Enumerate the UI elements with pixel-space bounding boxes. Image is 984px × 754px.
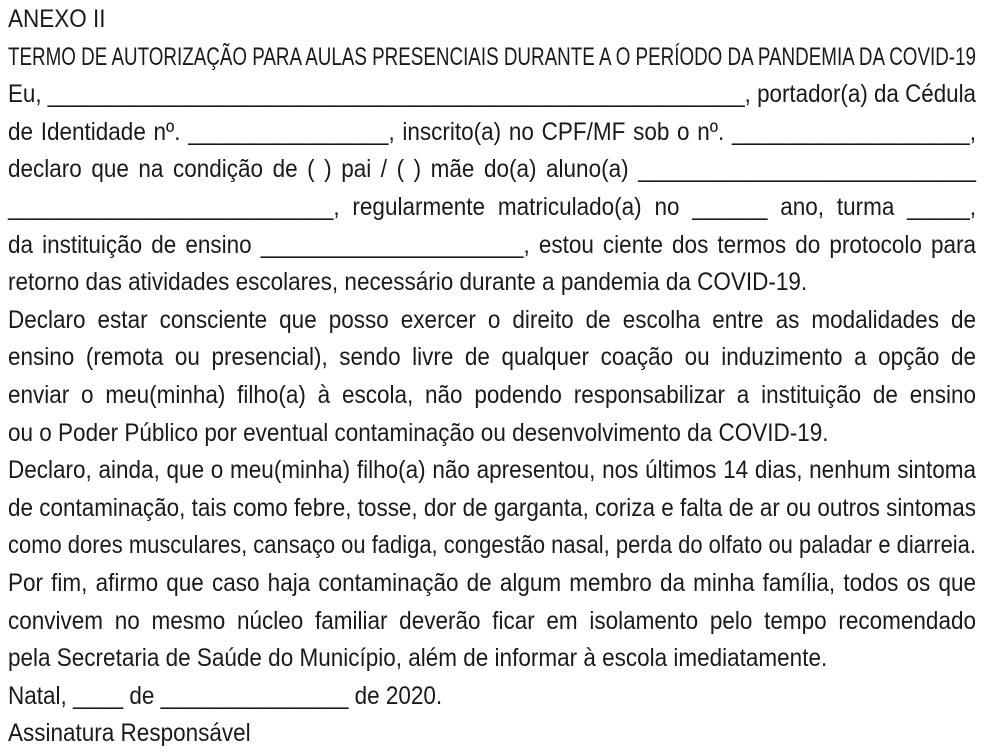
- checkbox-mae[interactable]: ( ): [396, 154, 422, 183]
- text-run: Declaro estar consciente que posso exercer o direito de escolha entre as modalidades de: [8, 305, 976, 334]
- text-run: , inscrito(a) no CPF/MF sob o nº.: [388, 117, 732, 146]
- text-run: enviar o meu(minha) filho(a) à escola, não podendo responsabilizar a instituição de ensino: [8, 380, 976, 409]
- line-choice-4: [8, 415, 976, 453]
- line-choice-3: [8, 377, 976, 415]
- line-institution: [8, 227, 976, 265]
- line-enrollment: [8, 189, 976, 227]
- text-run: de Identidade nº.: [8, 117, 189, 146]
- blank-grade-year[interactable]: ______: [692, 192, 768, 221]
- text-run: ensino (remota ou presencial), sendo livre de qualquer coação ou induzimento a opção de: [8, 342, 976, 371]
- text-run: , portador(a) da Cédula: [744, 79, 976, 108]
- text-run: TERMO DE AUTORIZAÇÃO PARA AULAS PRESENCIAIS DURANTE A O PERÍODO DA PANDEMIA DA COVID-19: [8, 42, 976, 71]
- blank-cpf-number[interactable]: ___________________: [731, 117, 970, 146]
- blank-day[interactable]: ____: [73, 681, 124, 710]
- text-run: declaro que na condição de: [8, 154, 308, 183]
- line-protocol-end: [8, 264, 976, 302]
- text-run: ,: [969, 117, 976, 146]
- text-run: Assinatura Responsável: [8, 718, 251, 747]
- text-run: como dores musculares, cansaço ou fadiga, congestão nasal, perda do olfato ou paladar e diarreia.: [8, 530, 976, 559]
- blank-declarant-name[interactable]: ________________________________________________________: [47, 79, 745, 108]
- text-run: ANEXO II: [8, 4, 106, 33]
- text-run: Por fim, afirmo que caso haja contaminação de algum membro da minha família, todos os que: [8, 568, 976, 597]
- line-symptoms-3: [8, 527, 976, 565]
- text-run: , estou ciente dos termos do protocolo para: [523, 230, 976, 259]
- line-isolation-1: [8, 565, 976, 603]
- text-run: retorno das atividades escolares, necessário durante a pandemia da COVID-19.: [8, 267, 808, 296]
- line-signature-label: [8, 715, 976, 753]
- line-isolation-2: [8, 603, 976, 641]
- blank-student-name[interactable]: ___________________________: [638, 154, 976, 183]
- blank-identity-number[interactable]: ________________: [188, 117, 389, 146]
- text-run: da instituição de ensino: [8, 230, 261, 259]
- line-date: [8, 678, 976, 716]
- line-symptoms-2: [8, 490, 976, 528]
- text-run: Declaro, ainda, que o meu(minha) filho(a) não apresentou, nos últimos 14 dias, nenhum sintoma: [8, 455, 976, 484]
- text-run: de contaminação, tais como febre, tosse, dor de garganta, coriza e falta de ar ou outros sintomas: [8, 493, 976, 522]
- checkbox-pai[interactable]: ( ): [307, 154, 332, 183]
- line-choice-2: [8, 339, 976, 377]
- blank-month[interactable]: _______________: [160, 681, 349, 710]
- text-run: , regularmente matriculado(a) no: [333, 192, 693, 221]
- blank-institution-name[interactable]: _____________________: [260, 230, 524, 259]
- anexo-heading: [8, 1, 976, 39]
- text-run: de: [123, 681, 161, 710]
- line-declarant-name: [8, 76, 976, 114]
- text-run: de 2020.: [348, 681, 443, 710]
- line-parent-student: [8, 151, 976, 189]
- text-run: pela Secretaria de Saúde do Município, além de informar à escola imediatamente.: [8, 643, 828, 672]
- text-run: pai /: [331, 154, 397, 183]
- text-run: Natal,: [8, 681, 74, 710]
- line-identity-cpf: [8, 114, 976, 152]
- line-isolation-3: [8, 640, 976, 678]
- text-run: mãe do(a) aluno(a): [421, 154, 639, 183]
- text-run: ano, turma: [767, 192, 908, 221]
- text-run: ou o Poder Público por eventual contaminação ou desenvolvimento da COVID-19.: [8, 418, 829, 447]
- line-symptoms-1: [8, 452, 976, 490]
- text-run: convivem no mesmo núcleo familiar deverão ficar em isolamento pelo tempo recomendado: [8, 606, 976, 635]
- blank-class[interactable]: _____: [907, 192, 970, 221]
- text-run: Eu,: [8, 79, 48, 108]
- form-title: [8, 39, 976, 77]
- text-run: ,: [969, 192, 977, 221]
- blank-student-name-continued[interactable]: __________________________: [8, 192, 334, 221]
- line-choice-1: [8, 302, 976, 340]
